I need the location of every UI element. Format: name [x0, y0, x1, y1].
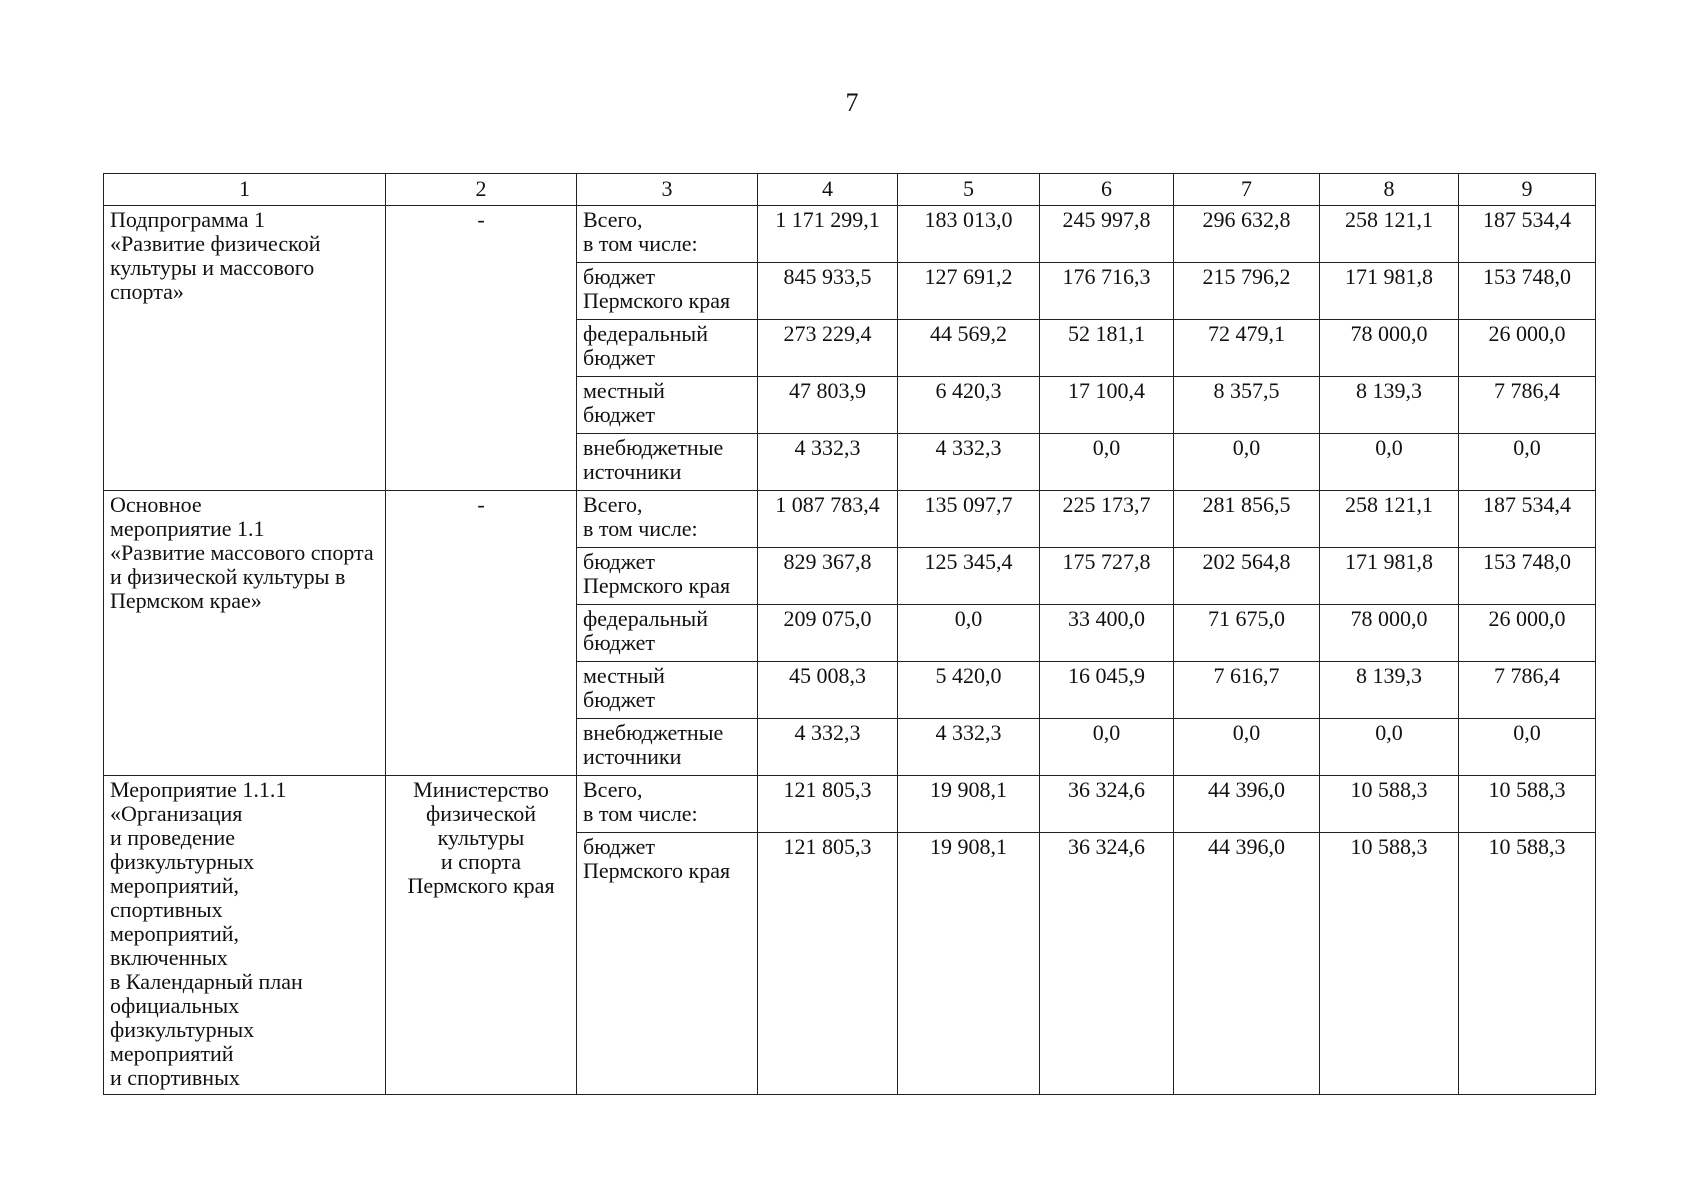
funding-source-cell: бюджет Пермского края — [577, 263, 758, 320]
amount-cell: 245 997,8 — [1040, 206, 1174, 263]
amount-cell: 273 229,4 — [758, 320, 898, 377]
column-header: 7 — [1174, 174, 1320, 206]
amount-cell: 33 400,0 — [1040, 605, 1174, 662]
amount-cell: 215 796,2 — [1174, 263, 1320, 320]
table-row — [104, 776, 1596, 833]
amount-cell: 72 479,1 — [1174, 320, 1320, 377]
funding-source-cell: Всего, в том числе: — [577, 206, 758, 263]
amount-cell: 0,0 — [1320, 434, 1459, 491]
amount-cell: 127 691,2 — [898, 263, 1040, 320]
amount-cell: 187 534,4 — [1459, 491, 1596, 548]
amount-cell: 6 420,3 — [898, 377, 1040, 434]
page-number: 7 — [845, 88, 859, 117]
executor-cell: - — [386, 491, 577, 776]
amount-cell: 171 981,8 — [1320, 263, 1459, 320]
column-header: 8 — [1320, 174, 1459, 206]
funding-source-cell: внебюджетные источники — [577, 434, 758, 491]
amount-cell: 26 000,0 — [1459, 605, 1596, 662]
amount-cell: 7 616,7 — [1174, 662, 1320, 719]
funding-source-cell: местный бюджет — [577, 377, 758, 434]
budget-table — [103, 173, 1596, 1095]
column-header: 3 — [577, 174, 758, 206]
amount-cell: 0,0 — [1040, 434, 1174, 491]
table-header — [104, 174, 1596, 206]
amount-cell: 135 097,7 — [898, 491, 1040, 548]
amount-cell: 10 588,3 — [1320, 833, 1459, 1095]
amount-cell: 4 332,3 — [758, 434, 898, 491]
funding-source-cell: Всего, в том числе: — [577, 491, 758, 548]
amount-cell: 258 121,1 — [1320, 206, 1459, 263]
amount-cell: 845 933,5 — [758, 263, 898, 320]
column-header: 1 — [104, 174, 386, 206]
amount-cell: 19 908,1 — [898, 833, 1040, 1095]
funding-source-cell: федеральный бюджет — [577, 605, 758, 662]
column-header: 5 — [898, 174, 1040, 206]
amount-cell: 281 856,5 — [1174, 491, 1320, 548]
amount-cell: 45 008,3 — [758, 662, 898, 719]
amount-cell: 26 000,0 — [1459, 320, 1596, 377]
amount-cell: 296 632,8 — [1174, 206, 1320, 263]
funding-source-cell: бюджет Пермского края — [577, 548, 758, 605]
column-header: 6 — [1040, 174, 1174, 206]
amount-cell: 36 324,6 — [1040, 776, 1174, 833]
amount-cell: 176 716,3 — [1040, 263, 1174, 320]
amount-cell: 8 139,3 — [1320, 662, 1459, 719]
amount-cell: 125 345,4 — [898, 548, 1040, 605]
amount-cell: 121 805,3 — [758, 776, 898, 833]
amount-cell: 7 786,4 — [1459, 662, 1596, 719]
amount-cell: 0,0 — [1174, 719, 1320, 776]
amount-cell: 47 803,9 — [758, 377, 898, 434]
table-row — [104, 491, 1596, 548]
table-body — [104, 206, 1596, 1095]
amount-cell: 0,0 — [1174, 434, 1320, 491]
amount-cell: 5 420,0 — [898, 662, 1040, 719]
program-name-cell: Подпрограмма 1 «Развитие физической культуры и массового спорта» — [104, 206, 386, 491]
funding-source-cell: Всего, в том числе: — [577, 776, 758, 833]
column-header: 2 — [386, 174, 577, 206]
amount-cell: 4 332,3 — [758, 719, 898, 776]
executor-cell: - — [386, 206, 577, 491]
column-header: 9 — [1459, 174, 1596, 206]
amount-cell: 121 805,3 — [758, 833, 898, 1095]
amount-cell: 71 675,0 — [1174, 605, 1320, 662]
amount-cell: 0,0 — [1459, 719, 1596, 776]
amount-cell: 225 173,7 — [1040, 491, 1174, 548]
amount-cell: 153 748,0 — [1459, 263, 1596, 320]
amount-cell: 202 564,8 — [1174, 548, 1320, 605]
amount-cell: 8 139,3 — [1320, 377, 1459, 434]
column-header: 4 — [758, 174, 898, 206]
amount-cell: 36 324,6 — [1040, 833, 1174, 1095]
amount-cell: 44 396,0 — [1174, 776, 1320, 833]
amount-cell: 52 181,1 — [1040, 320, 1174, 377]
amount-cell: 0,0 — [898, 605, 1040, 662]
amount-cell: 0,0 — [1040, 719, 1174, 776]
amount-cell: 78 000,0 — [1320, 320, 1459, 377]
funding-source-cell: местный бюджет — [577, 662, 758, 719]
amount-cell: 0,0 — [1320, 719, 1459, 776]
amount-cell: 183 013,0 — [898, 206, 1040, 263]
amount-cell: 10 588,3 — [1459, 833, 1596, 1095]
amount-cell: 8 357,5 — [1174, 377, 1320, 434]
funding-source-cell: федеральный бюджет — [577, 320, 758, 377]
amount-cell: 0,0 — [1459, 434, 1596, 491]
amount-cell: 10 588,3 — [1459, 776, 1596, 833]
program-name-cell: Основное мероприятие 1.1 «Развитие массового спорта и физической культуры в Пермском крае» — [104, 491, 386, 776]
amount-cell: 16 045,9 — [1040, 662, 1174, 719]
amount-cell: 4 332,3 — [898, 434, 1040, 491]
amount-cell: 258 121,1 — [1320, 491, 1459, 548]
amount-cell: 187 534,4 — [1459, 206, 1596, 263]
funding-source-cell: бюджет Пермского края — [577, 833, 758, 1095]
amount-cell: 171 981,8 — [1320, 548, 1459, 605]
amount-cell: 1 171 299,1 — [758, 206, 898, 263]
amount-cell: 19 908,1 — [898, 776, 1040, 833]
funding-source-cell: внебюджетные источники — [577, 719, 758, 776]
amount-cell: 175 727,8 — [1040, 548, 1174, 605]
program-name-cell: Мероприятие 1.1.1 «Организация и проведение физкультурных мероприятий, спортивных мероприятий, включенных в Календарный план официальных физкультурных мероприятий и спортивных — [104, 776, 386, 1095]
amount-cell: 1 087 783,4 — [758, 491, 898, 548]
amount-cell: 4 332,3 — [898, 719, 1040, 776]
amount-cell: 44 569,2 — [898, 320, 1040, 377]
amount-cell: 17 100,4 — [1040, 377, 1174, 434]
amount-cell: 10 588,3 — [1320, 776, 1459, 833]
table-row — [104, 206, 1596, 263]
amount-cell: 7 786,4 — [1459, 377, 1596, 434]
amount-cell: 78 000,0 — [1320, 605, 1459, 662]
amount-cell: 153 748,0 — [1459, 548, 1596, 605]
amount-cell: 44 396,0 — [1174, 833, 1320, 1095]
amount-cell: 829 367,8 — [758, 548, 898, 605]
executor-cell: Министерство физической культуры и спорта Пермского края — [386, 776, 577, 1095]
amount-cell: 209 075,0 — [758, 605, 898, 662]
